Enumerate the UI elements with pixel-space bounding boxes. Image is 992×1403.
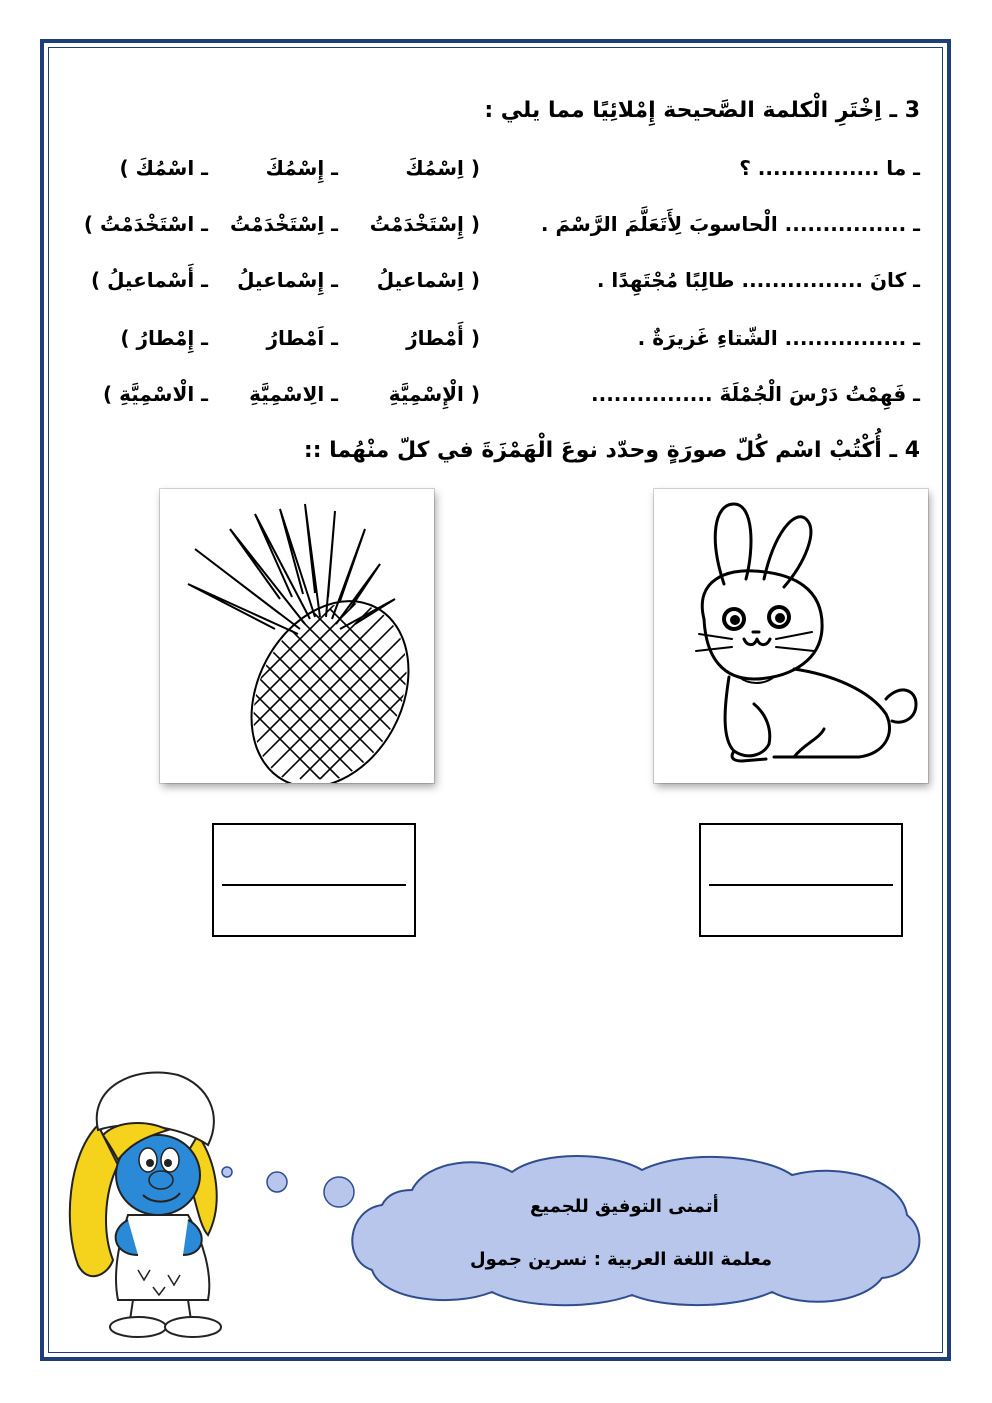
q3-option-2a[interactable]: ( إِسْتَخْدَمْتُ <box>369 212 480 236</box>
q3-options-4 <box>80 326 480 360</box>
q3-option-1b[interactable]: ـ إِسْمُكَ <box>265 156 338 180</box>
rabbit-icon <box>654 489 928 783</box>
question-3-title: 3 ـ اِخْتَرِ الْكلمة الصَّحيحة إِمْلائِيًا مما يلي : <box>484 98 920 123</box>
q3-option-4b[interactable]: ـ اَمْطارُ <box>266 326 338 350</box>
q3-sentence-4: ـ ................ الشّتاءِ غَزيرَةٌ . <box>637 326 920 350</box>
q3-option-2c[interactable]: ـ اسْتَخْدَمْتُ ) <box>83 212 208 236</box>
q3-option-1a[interactable]: ( اِسْمُكَ <box>405 156 480 180</box>
q3-option-4a[interactable]: ( أَمْطارُ <box>406 326 480 350</box>
q3-option-5b[interactable]: ـ الِاسْمِيَّةِ <box>249 382 338 406</box>
q3-row-3 <box>80 268 920 302</box>
q3-option-3c[interactable]: ـ أَسْماعيلُ ) <box>90 268 208 292</box>
q3-option-4c[interactable]: ـ إِمْطارُ ) <box>120 326 208 350</box>
q3-row-1 <box>80 156 920 190</box>
answer-box-pineapple[interactable] <box>212 823 416 937</box>
q3-options-1 <box>80 156 480 190</box>
answer-box-rabbit[interactable] <box>699 823 903 937</box>
cloud-greeting: أتمنى التوفيق للجميع <box>530 1196 719 1217</box>
q3-options-2 <box>80 212 480 246</box>
q3-option-5c[interactable]: ـ الْاسْمِيَّةِ ) <box>102 382 208 406</box>
pineapple-picture <box>160 489 434 783</box>
answer-line <box>709 884 893 886</box>
q3-option-2b[interactable]: ـ اِسْتَخْدَمْتُ <box>229 212 338 236</box>
q3-options-5 <box>80 382 480 416</box>
q3-sentence-1: ـ ما ................ ؟ <box>739 156 920 180</box>
q3-option-1c[interactable]: ـ اسْمُكَ ) <box>119 156 208 180</box>
q3-sentence-5: ـ فَهِمْتُ دَرْسَ الْجُمْلَةَ ................ <box>591 382 920 406</box>
q3-sentence-2: ـ ................ الْحاسوبَ لِأَتَعَلَّمَ الرَّسْمَ . <box>540 212 920 236</box>
q3-row-5 <box>80 382 920 416</box>
answer-line <box>222 884 406 886</box>
rabbit-picture <box>654 489 928 783</box>
q3-row-2 <box>80 212 920 246</box>
cloud-teacher-name: معلمة اللغة العربية : نسرين جمول <box>470 1249 773 1270</box>
cloud-shape <box>342 1150 928 1310</box>
pineapple-icon <box>160 489 434 783</box>
q3-row-4 <box>80 326 920 360</box>
smurfette-illustration <box>58 1065 238 1340</box>
q3-option-5a[interactable]: ( الْإِسْمِيَّةِ <box>388 382 480 406</box>
q3-options-3 <box>80 268 480 302</box>
question-4-title: 4 ـ أُكْتُبْ اسْم كُلّ صورَةٍ وحدّد نوعَ الْهَمْزَةَ في كلّ منْهُما :: <box>303 438 920 463</box>
q3-option-3a[interactable]: ( اِسْماعيلُ <box>376 268 480 292</box>
q3-option-3b[interactable]: ـ إِسْماعيلُ <box>237 268 338 292</box>
q3-sentence-3: ـ كانَ ................ طالِبًا مُجْتَهِدًا . <box>596 268 920 292</box>
